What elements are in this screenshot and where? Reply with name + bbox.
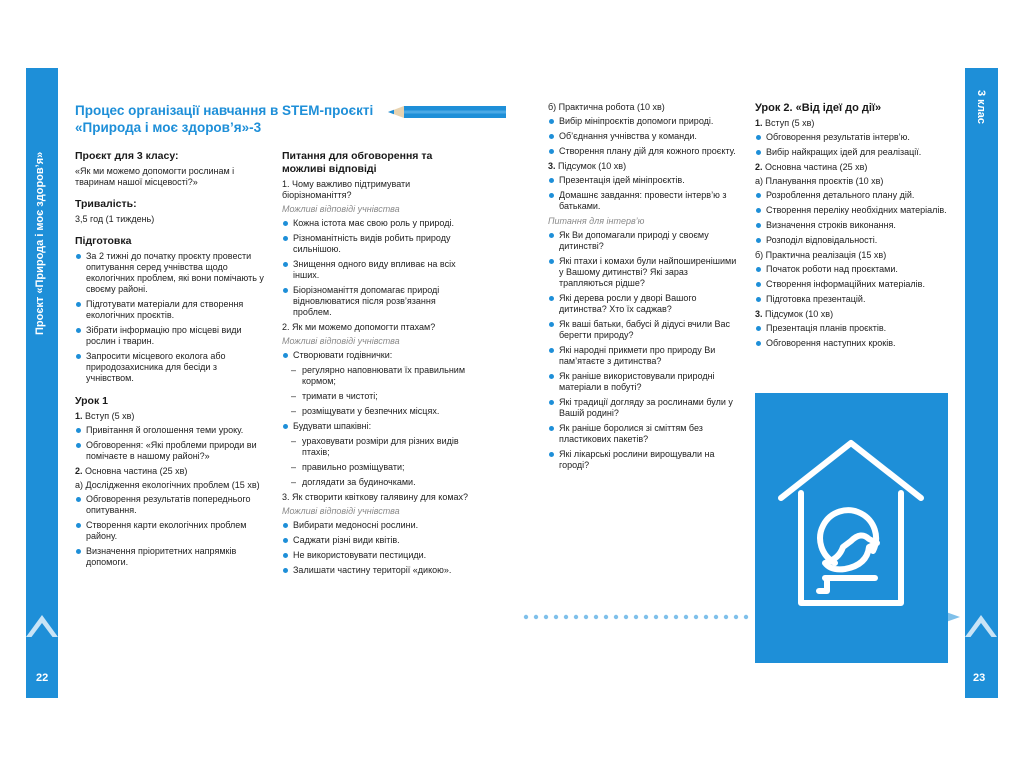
prep-list bbox=[75, 251, 265, 384]
list-item: Які традиції догляду за рослинами були у Вашій родині? bbox=[548, 397, 738, 419]
step-label: Вступ (5 хв) bbox=[85, 411, 135, 421]
list-item: Які птахи і комахи були найпоширенішими у Вашому дитинстві? Які зараз трапляються рідше? bbox=[548, 256, 738, 289]
list-item: Як Ви допомагали природі у своєму дитинстві? bbox=[548, 230, 738, 252]
birdhouse-icon bbox=[755, 393, 948, 663]
list-item: Знищення одного виду впливає на всіх інших. bbox=[282, 259, 474, 281]
intro-list bbox=[75, 425, 265, 462]
left-vertical-title: Проєкт «Природа і моє здоров’я» bbox=[34, 151, 46, 335]
sub-a-list bbox=[755, 190, 950, 246]
list-item: Різноманітність видів робить природу сильнішою. bbox=[282, 233, 474, 255]
list-subitem: – регулярно наповнювати їх правильним кормом; bbox=[282, 365, 474, 387]
list-item: Підготувати матеріали для створення екологічних проєктів. bbox=[75, 299, 265, 321]
list-item: Презентація ідей мініпроєктів. bbox=[548, 175, 738, 186]
step-number: 1. bbox=[75, 411, 83, 421]
list-item: Створення карти екологічних проблем району. bbox=[75, 520, 265, 542]
list-item: Як раніше боролися зі сміттям без пластикових пакетів? bbox=[548, 423, 738, 445]
step-number: 3. bbox=[755, 309, 763, 319]
list-item: Вибір мініпроєктів допомоги природі. bbox=[548, 116, 738, 127]
list-item: Зібрати інформацію про місцеві види рослин і тварин. bbox=[75, 325, 265, 347]
list-item: Визначення строків виконання. bbox=[755, 220, 950, 231]
subsection-b: б) Практична реалізація (15 хв) bbox=[755, 250, 887, 260]
list-item: Які народні прикмети про природу Ви пам’ятаєте з дитинства? bbox=[548, 345, 738, 367]
list-item: Вибір найкращих ідей для реалізації. bbox=[755, 147, 950, 158]
step-number: 2. bbox=[75, 466, 83, 476]
list-item: Вибирати медоносні рослини. bbox=[282, 520, 474, 531]
list-item: Презентація планів проєктів. bbox=[755, 323, 950, 334]
answers-label: Можливі відповіді учнівства bbox=[282, 506, 400, 516]
column-4 bbox=[755, 102, 950, 353]
pencil-icon bbox=[388, 105, 506, 119]
list-item: Визначення пріоритетних напрямків допомоги. bbox=[75, 546, 265, 568]
lesson2-summary bbox=[755, 309, 950, 320]
list-subitem: – тримати в чистоті; bbox=[282, 391, 474, 402]
step-label: Вступ (5 хв) bbox=[765, 118, 815, 128]
lesson2-heading: Урок 2. «Від ідеї до дії» bbox=[755, 102, 882, 114]
right-vertical-title: 3 клас bbox=[975, 90, 987, 125]
duration-heading: Тривалість: bbox=[75, 198, 137, 210]
q2-answers bbox=[282, 350, 474, 488]
list-item: За 2 тижні до початку проєкту провести опитування серед учнівства щодо екологічних проблем, які вони помічають у своєму районі. bbox=[75, 251, 265, 295]
lesson1-main bbox=[75, 466, 265, 477]
step-number: 1. bbox=[755, 118, 763, 128]
subsection-a: а) Планування проєктів (10 хв) bbox=[755, 176, 884, 186]
page-number-right: 23 bbox=[973, 672, 986, 684]
list-item: Розроблення детального плану дій. bbox=[755, 190, 950, 201]
interview-label: Питання для інтерв’ю bbox=[548, 216, 645, 226]
list-item: Початок роботи над проєктами. bbox=[755, 264, 950, 275]
list-item: Які дерева росли у дворі Вашого дитинства? Хто їх саджав? bbox=[548, 293, 738, 315]
page-title: Процес організації навчання в STEM-проєкті «Природа і моє здоров’я»-3 bbox=[75, 103, 374, 135]
list-item: Об’єднання учнівства у команди. bbox=[548, 131, 738, 142]
q3-answers bbox=[282, 520, 474, 576]
list-item: Розподіл відповідальності. bbox=[755, 235, 950, 246]
list-item: Як ваші батьки, бабусі й дідусі вчили Вас берегти природу? bbox=[548, 319, 738, 341]
duration-value: 3,5 год (1 тиждень) bbox=[75, 214, 155, 224]
question-2: 2. Як ми можемо допомогти птахам? bbox=[282, 322, 436, 332]
step-label: Підсумок (10 хв) bbox=[558, 161, 627, 171]
list-subitem: – ураховувати розміри для різних видів птахів; bbox=[282, 436, 474, 458]
list-item: Створення інформаційних матеріалів. bbox=[755, 279, 950, 290]
lesson1-heading: Урок 1 bbox=[75, 395, 108, 407]
question-3: 3. Як створити квіткову галявину для комах? bbox=[282, 492, 469, 502]
list-item: Обговорення результатів попереднього опитування. bbox=[75, 494, 265, 516]
list-item: Кожна істота має свою роль у природі. bbox=[282, 218, 474, 229]
list-item: Обговорення результатів інтерв’ю. bbox=[755, 132, 950, 143]
list-subitem: – розміщувати у безпечних місцях. bbox=[282, 406, 474, 417]
list-item: Створювати годівнички: bbox=[282, 350, 474, 361]
step-label: Основна частина (25 хв) bbox=[85, 466, 188, 476]
prep-heading: Підготовка bbox=[75, 235, 132, 247]
list-item: Будувати шпаківні: bbox=[282, 421, 474, 432]
list-item: Створення переліку необхідних матеріалів. bbox=[755, 205, 950, 216]
lesson1-intro bbox=[75, 411, 265, 422]
list-item: Які лікарські рослини вирощували на городі? bbox=[548, 449, 738, 471]
list-item: Підготовка презентацій. bbox=[755, 294, 950, 305]
column-2 bbox=[282, 150, 474, 580]
step-number: 2. bbox=[755, 162, 763, 172]
sub-b-list bbox=[755, 264, 950, 305]
lesson2-main bbox=[755, 162, 950, 173]
chevron-up-icon bbox=[30, 623, 54, 639]
list-item: Домашнє завдання: провести інтерв’ю з батьками. bbox=[548, 190, 738, 212]
chevron-up-icon bbox=[969, 623, 993, 639]
interview-list bbox=[548, 230, 738, 471]
step-label: Основна частина (25 хв) bbox=[765, 162, 868, 172]
summary-step bbox=[548, 161, 738, 172]
lesson2-intro bbox=[755, 118, 950, 129]
list-item: Як раніше використовували природні матеріали в побуті? bbox=[548, 371, 738, 393]
q1-answers bbox=[282, 218, 474, 318]
question-1: 1. Чому важливо підтримувати біорізноманіття? bbox=[282, 179, 411, 200]
list-subitem: – правильно розміщувати; bbox=[282, 462, 474, 473]
birdhouse-illustration-box bbox=[755, 393, 948, 663]
summary-list bbox=[548, 175, 738, 212]
project-heading: Проєкт для 3 класу: bbox=[75, 150, 179, 162]
column-3 bbox=[548, 102, 738, 475]
summary-list bbox=[755, 323, 950, 349]
answers-label: Можливі відповіді учнівства bbox=[282, 204, 400, 214]
practical-list bbox=[548, 116, 738, 157]
answers-label: Можливі відповіді учнівства bbox=[282, 336, 400, 346]
page-number-left: 22 bbox=[36, 672, 49, 684]
step-label: Підсумок (10 хв) bbox=[765, 309, 834, 319]
sub-a-list bbox=[75, 494, 265, 568]
practical-heading: б) Практична робота (10 хв) bbox=[548, 102, 665, 112]
list-item: Привітання й оголошення теми уроку. bbox=[75, 425, 265, 436]
intro-list bbox=[755, 132, 950, 158]
list-item: Залишати частину території «дикою». bbox=[282, 565, 474, 576]
list-subitem: – доглядати за будиночками. bbox=[282, 477, 474, 488]
discussion-heading: Питання для обговорення та можливі відповіді bbox=[282, 150, 433, 175]
list-item: Створення плану дій для кожного проєкту. bbox=[548, 146, 738, 157]
step-number: 3. bbox=[548, 161, 556, 171]
list-item: Обговорення наступних кроків. bbox=[755, 338, 950, 349]
list-item: Не використовувати пестициди. bbox=[282, 550, 474, 561]
list-item: Обговорення: «Які проблеми природи ви помічаєте в нашому районі?» bbox=[75, 440, 265, 462]
column-1 bbox=[75, 150, 265, 572]
right-side-band bbox=[965, 68, 998, 698]
list-item: Запросити місцевого еколога або природозахисника для бесіди з учнівством. bbox=[75, 351, 265, 384]
list-item: Біорізноманіття допомагає природі відновлюватися після розв’язання проблем. bbox=[282, 285, 474, 318]
list-item: Саджати різні види квітів. bbox=[282, 535, 474, 546]
subsection-a: а) Дослідження екологічних проблем (15 хв) bbox=[75, 480, 260, 490]
project-question: «Як ми можемо допомогти рослинам і тваринам нашої місцевості?» bbox=[75, 166, 235, 187]
